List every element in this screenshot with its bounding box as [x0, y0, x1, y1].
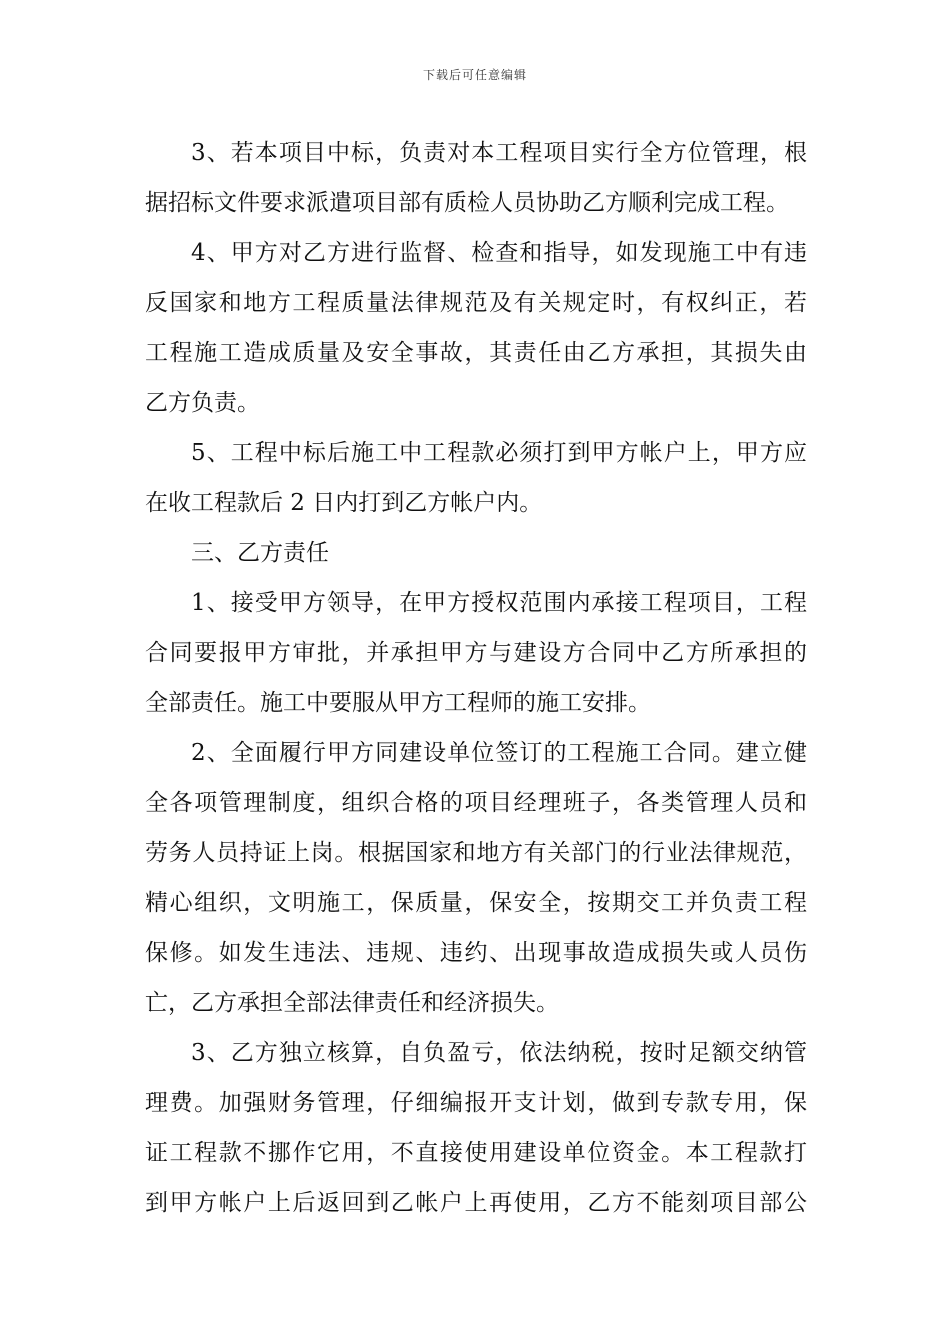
document-body	[145, 128, 807, 1228]
paragraph	[145, 728, 807, 1028]
text-line: 反国家和地方工程质量法律规范及有关规定时，有权纠正，若	[145, 290, 807, 316]
text-line: 理费。加强财务管理，仔细编报开支计划，做到专款专用，保	[145, 1090, 807, 1116]
page-header: 下载后可任意编辑	[422, 68, 527, 82]
section-heading	[145, 528, 807, 578]
text-line: 2、全面履行甲方同建设单位签订的工程施工合同。建立健	[191, 740, 807, 766]
paragraph	[145, 578, 807, 728]
paragraph	[145, 228, 807, 428]
text-line: 亡，乙方承担全部法律责任和经济损失。	[145, 990, 559, 1016]
text-line: 3、若本项目中标，负责对本工程项目实行全方位管理，根	[191, 140, 807, 166]
text-line: 乙方负责。	[145, 390, 260, 416]
text-line: 劳务人员持证上岗。根据国家和地方有关部门的行业法律规范，	[145, 840, 807, 866]
text-line: 合同要报甲方审批，并承担甲方与建设方合同中乙方所承担的	[145, 640, 807, 666]
text-line: 三、乙方责任	[191, 540, 329, 566]
text-line: 证工程款不挪作它用，不直接使用建设单位资金。本工程款打	[145, 1140, 807, 1166]
text-line: 全各项管理制度，组织合格的项目经理班子，各类管理人员和	[145, 790, 807, 816]
text-line: 到甲方帐户上后返回到乙帐户上再使用，乙方不能刻项目部公	[145, 1190, 807, 1216]
text-line: 据招标文件要求派遣项目部有质检人员协助乙方顺利完成工程。	[145, 190, 789, 216]
text-line: 工程施工造成质量及安全事故，其责任由乙方承担，其损失由	[145, 340, 807, 366]
text-line: 4、甲方对乙方进行监督、检查和指导，如发现施工中有违	[191, 240, 807, 266]
paragraph	[145, 1028, 807, 1228]
paragraph	[145, 428, 807, 528]
text-line: 保修。如发生违法、违规、违约、出现事故造成损失或人员伤	[145, 940, 807, 966]
text-line: 在收工程款后 2 日内打到乙方帐户内。	[145, 490, 543, 516]
text-line: 精心组织，文明施工，保质量，保安全，按期交工并负责工程	[145, 890, 807, 916]
text-line: 5、工程中标后施工中工程款必须打到甲方帐户上，甲方应	[191, 440, 807, 466]
text-line: 全部责任。施工中要服从甲方工程师的施工安排。	[145, 690, 651, 716]
paragraph	[145, 128, 807, 228]
text-line: 1、接受甲方领导，在甲方授权范围内承接工程项目，工程	[191, 590, 807, 616]
text-line: 3、乙方独立核算，自负盈亏，依法纳税，按时足额交纳管	[191, 1040, 807, 1066]
